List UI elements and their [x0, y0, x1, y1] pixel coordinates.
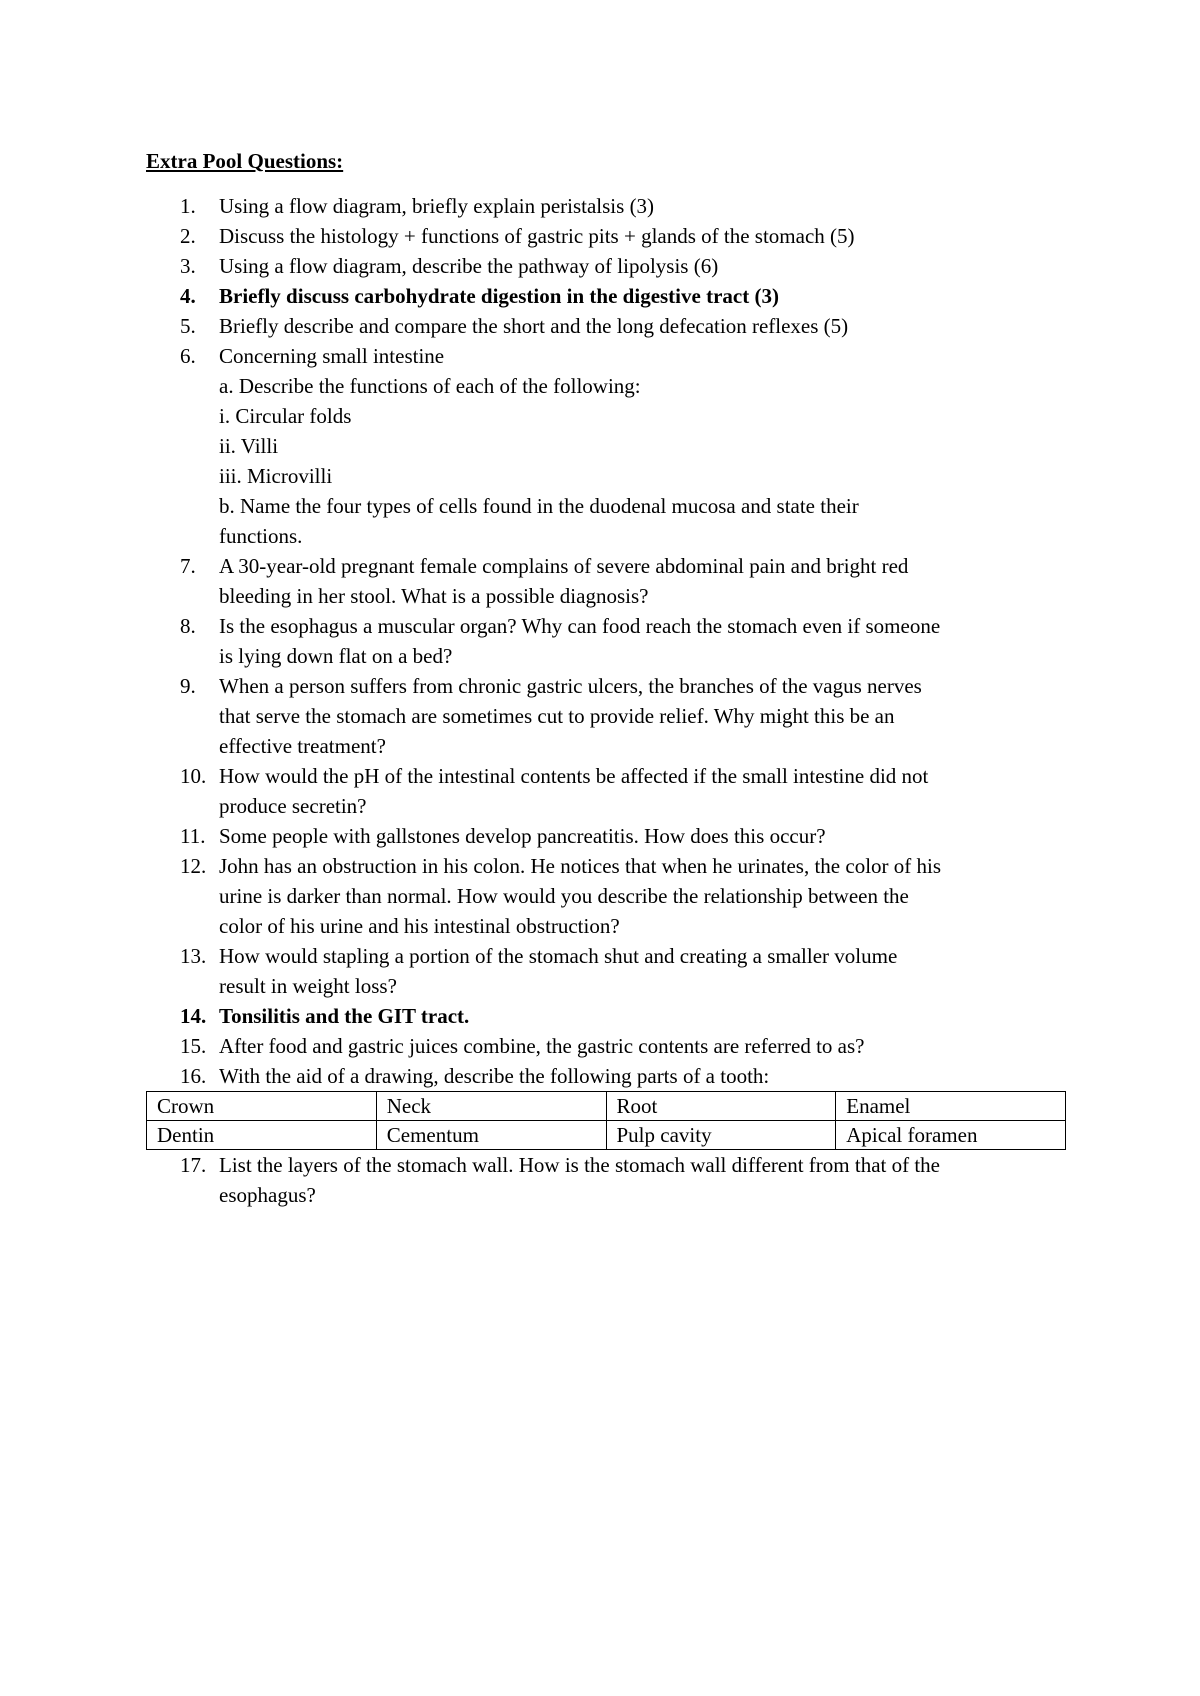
table-cell: Dentin [147, 1121, 377, 1150]
question-8 [146, 611, 1066, 671]
question-1 [146, 191, 1066, 221]
question-list [146, 191, 1066, 1210]
question-text: color of his urine and his intestinal obstruction? [219, 914, 620, 938]
question-number: 7. [180, 554, 196, 578]
question-number: 16. [180, 1064, 207, 1088]
question-6 [146, 341, 1066, 551]
question-text: After food and gastric juices combine, the gastric contents are referred to as? [219, 1034, 865, 1058]
question-text: Briefly discuss carbohydrate digestion in the digestive tract (3) [219, 284, 779, 308]
question-text: is lying down flat on a bed? [219, 644, 453, 668]
question-17 [146, 1150, 1066, 1210]
question-15 [146, 1031, 1066, 1061]
question-text: Tonsilitis and the GIT tract. [219, 1004, 470, 1028]
table-row [147, 1092, 1066, 1121]
question-text: esophagus? [219, 1183, 316, 1207]
page-heading: Extra Pool Questions: [146, 149, 344, 173]
question-text: result in weight loss? [219, 974, 397, 998]
question-text: produce secretin? [219, 794, 367, 818]
table-cell: Cementum [376, 1121, 606, 1150]
question-14 [146, 1001, 1066, 1031]
table-cell: Crown [147, 1092, 377, 1121]
question-text: A 30-year-old pregnant female complains of severe abdominal pain and bright red [219, 554, 909, 578]
question-text: bleeding in her stool. What is a possible diagnosis? [219, 584, 649, 608]
question-number: 5. [180, 314, 196, 338]
question-number: 8. [180, 614, 196, 638]
question-text: Briefly describe and compare the short and the long defecation reflexes (5) [219, 314, 849, 338]
question-text: List the layers of the stomach wall. How is the stomach wall different from that of the [219, 1153, 941, 1177]
question-2 [146, 221, 1066, 251]
subquestion-a: a. Describe the functions of each of the following: [219, 374, 641, 398]
question-text: When a person suffers from chronic gastric ulcers, the branches of the vagus nerves [219, 674, 922, 698]
question-number: 12. [180, 854, 207, 878]
table-cell: Pulp cavity [606, 1121, 836, 1150]
table-cell: Neck [376, 1092, 606, 1121]
question-text: effective treatment? [219, 734, 386, 758]
question-9 [146, 671, 1066, 761]
question-3 [146, 251, 1066, 281]
question-number: 11. [180, 824, 206, 848]
question-text: that serve the stomach are sometimes cut to provide relief. Why might this be an [219, 704, 895, 728]
question-text: John has an obstruction in his colon. He notices that when he urinates, the color of his [219, 854, 942, 878]
question-text: Discuss the histology + functions of gastric pits + glands of the stomach (5) [219, 224, 855, 248]
question-number: 13. [180, 944, 207, 968]
question-text: urine is darker than normal. How would you describe the relationship between the [219, 884, 909, 908]
subquestion-b: b. Name the four types of cells found in the duodenal mucosa and state their [219, 494, 859, 518]
table-cell: Root [606, 1092, 836, 1121]
question-number: 15. [180, 1034, 207, 1058]
tooth-parts-table [146, 1091, 1066, 1150]
subitem-circular-folds: i. Circular folds [219, 404, 352, 428]
question-4 [146, 281, 1066, 311]
question-number: 6. [180, 344, 196, 368]
question-text: How would the pH of the intestinal contents be affected if the small intestine did not [219, 764, 929, 788]
question-text: Using a flow diagram, briefly explain peristalsis (3) [219, 194, 655, 218]
question-text: Some people with gallstones develop pancreatitis. How does this occur? [219, 824, 826, 848]
question-number: 3. [180, 254, 196, 278]
question-text: With the aid of a drawing, describe the following parts of a tooth: [219, 1064, 770, 1088]
question-number: 14. [180, 1004, 207, 1028]
question-number: 17. [180, 1153, 207, 1177]
question-13 [146, 941, 1066, 1001]
question-text: Concerning small intestine [219, 344, 445, 368]
subquestion-b-continued: functions. [219, 524, 303, 548]
question-number: 2. [180, 224, 196, 248]
question-text: Is the esophagus a muscular organ? Why can food reach the stomach even if someone [219, 614, 941, 638]
question-11 [146, 821, 1066, 851]
question-5 [146, 311, 1066, 341]
table-row [147, 1121, 1066, 1150]
question-12 [146, 851, 1066, 941]
question-number: 9. [180, 674, 196, 698]
question-number: 10. [180, 764, 207, 788]
question-number: 4. [180, 284, 196, 308]
table-cell: Enamel [836, 1092, 1066, 1121]
subitem-microvilli: iii. Microvilli [219, 464, 333, 488]
question-16 [146, 1061, 1066, 1091]
question-text: Using a flow diagram, describe the pathway of lipolysis (6) [219, 254, 719, 278]
question-number: 1. [180, 194, 196, 218]
question-7 [146, 551, 1066, 611]
subitem-villi: ii. Villi [219, 434, 279, 458]
question-10 [146, 761, 1066, 821]
table-cell: Apical foramen [836, 1121, 1066, 1150]
question-text: How would stapling a portion of the stomach shut and creating a smaller volume [219, 944, 898, 968]
